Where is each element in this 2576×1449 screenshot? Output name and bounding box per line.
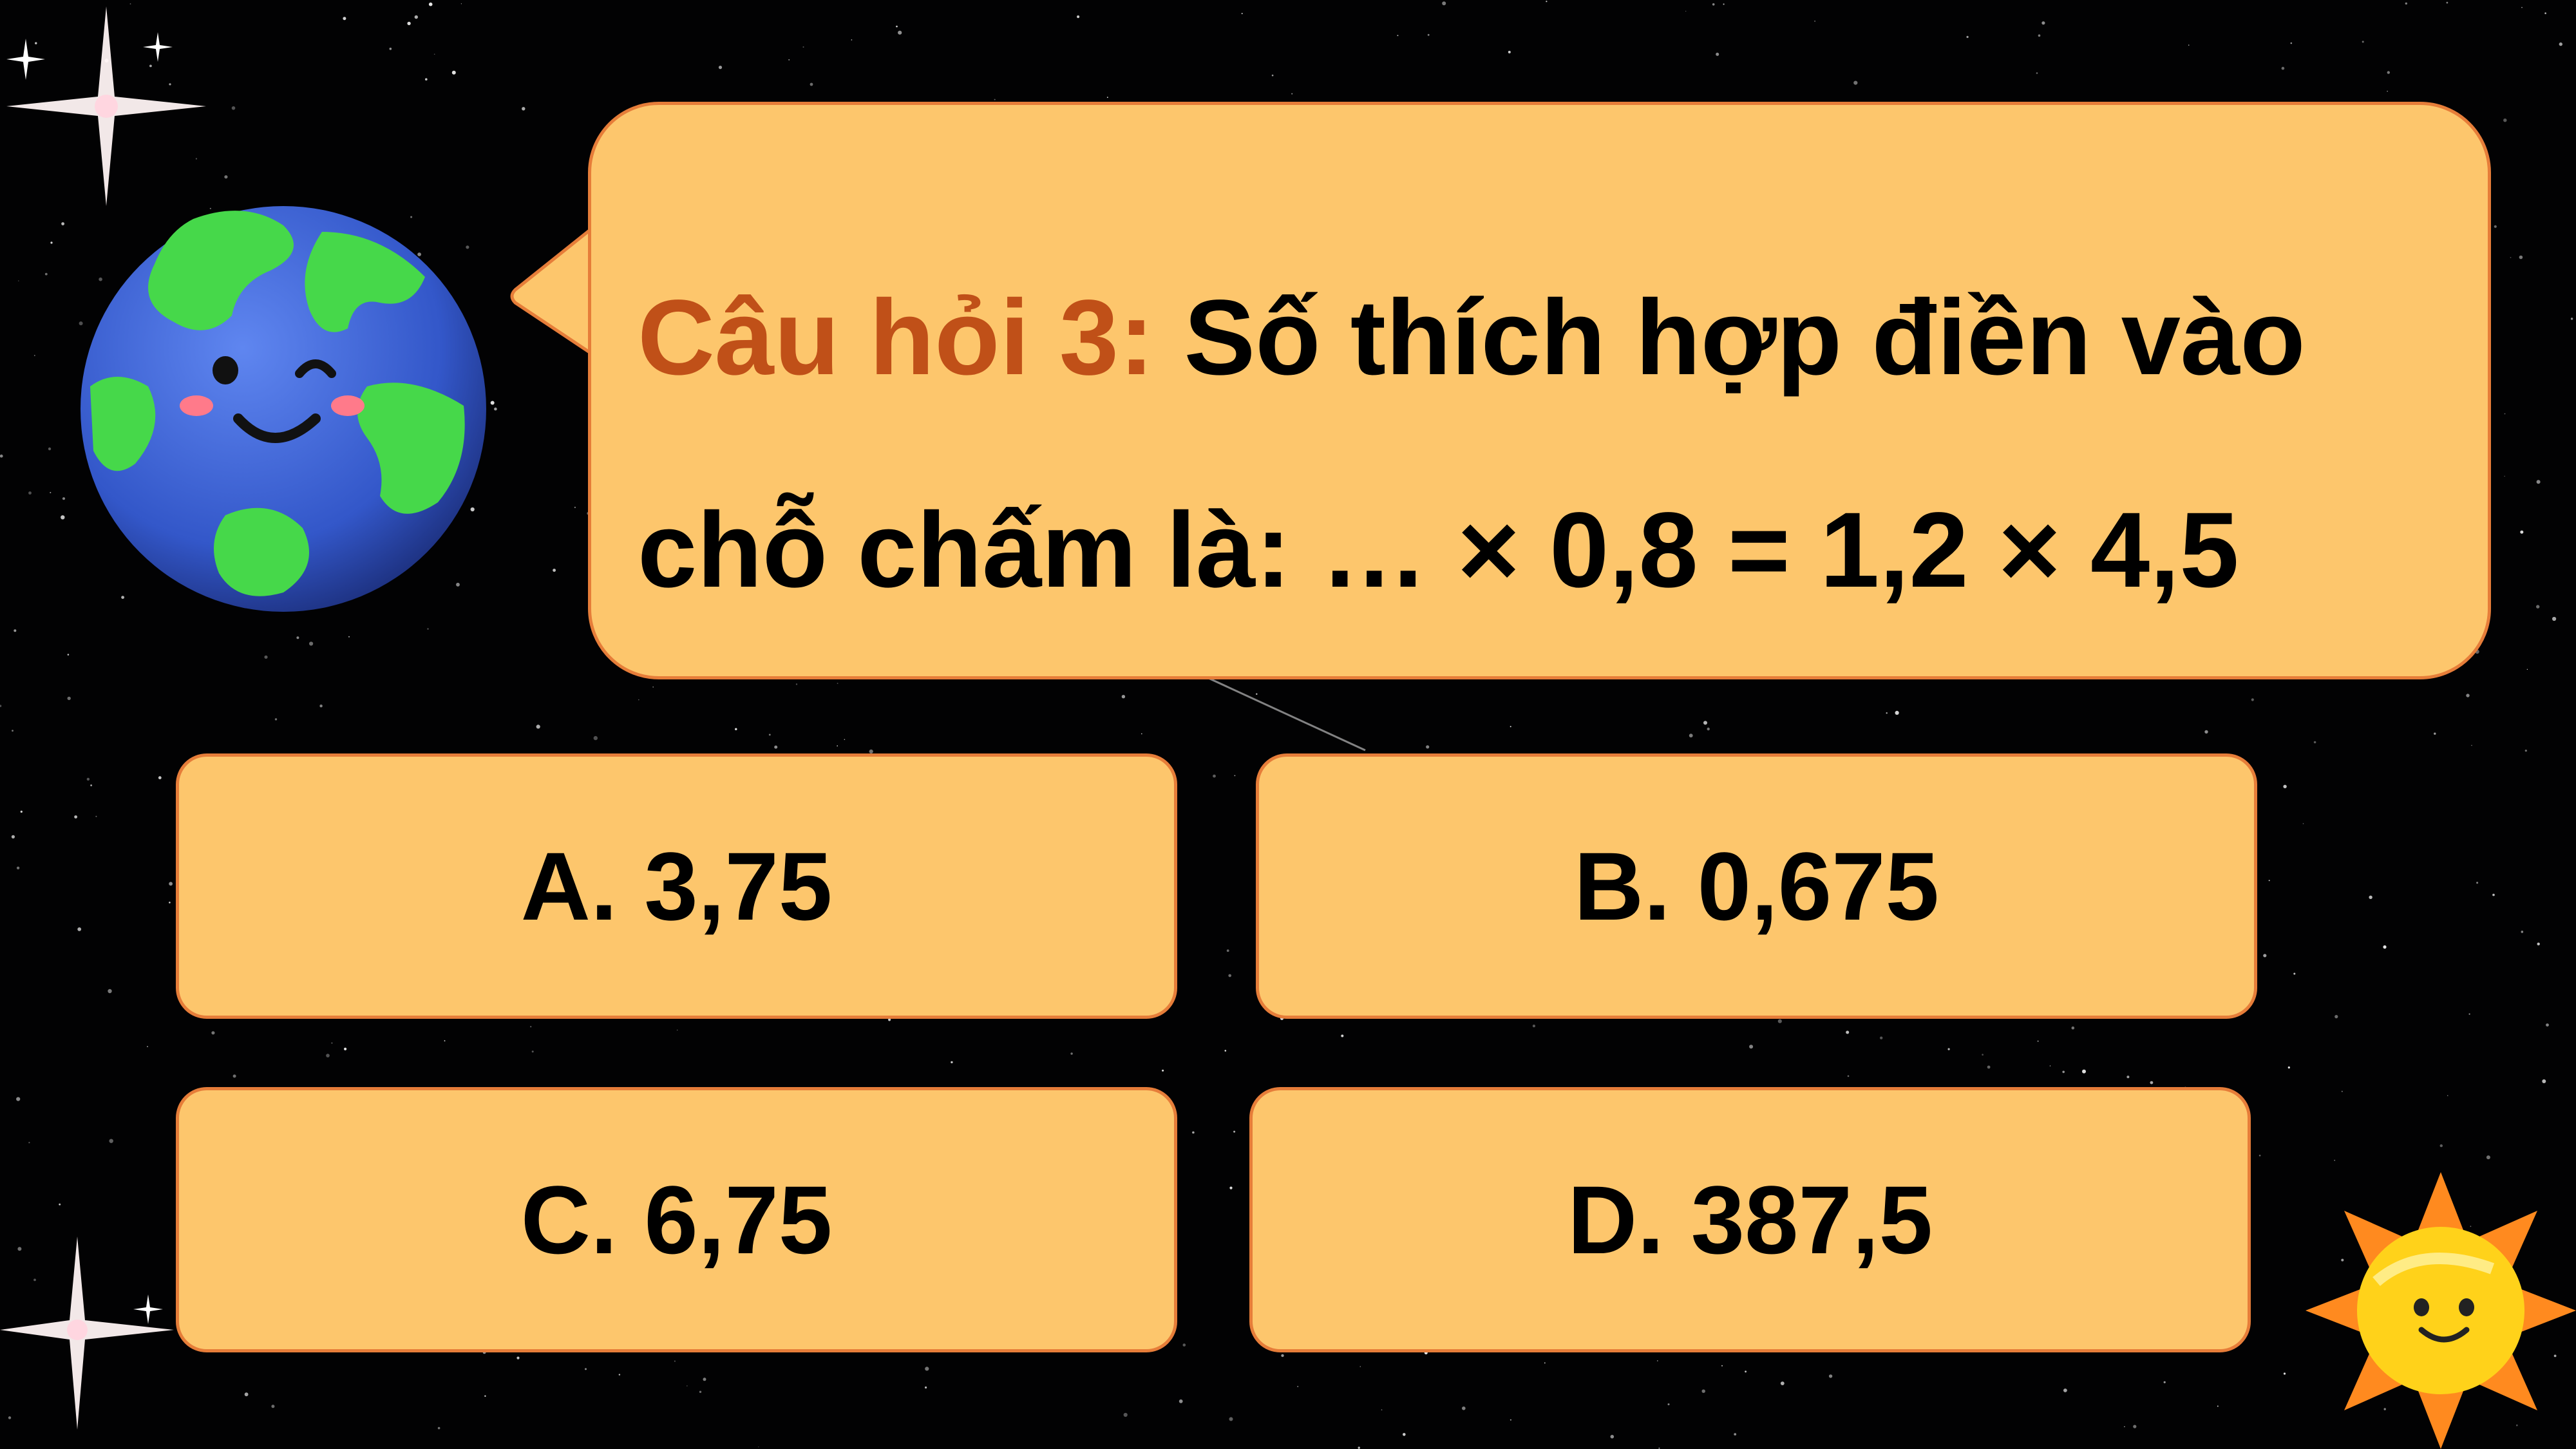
question-line-1-text: Số thích hợp điền vào <box>1184 278 2306 397</box>
sun-character-icon <box>2306 1172 2576 1449</box>
answer-option-b[interactable]: B. 0,675 <box>1256 753 2257 1019</box>
question-text <box>638 232 2441 657</box>
question-label: Câu hỏi 3: <box>638 278 1155 397</box>
answer-option-d[interactable]: D. 387,5 <box>1249 1087 2251 1352</box>
earth-character-icon <box>77 193 496 631</box>
question-line-2: chỗ chấm là: … × 0,8 = 1,2 × 4,5 <box>638 491 2239 610</box>
answer-option-c[interactable]: C. 6,75 <box>176 1087 1177 1352</box>
question-line-1 <box>638 232 2441 444</box>
answer-option-a[interactable]: A. 3,75 <box>176 753 1177 1019</box>
sparkle-icon <box>0 1224 193 1436</box>
sparkle-icon <box>0 0 213 213</box>
comet-streak <box>1198 670 1378 760</box>
